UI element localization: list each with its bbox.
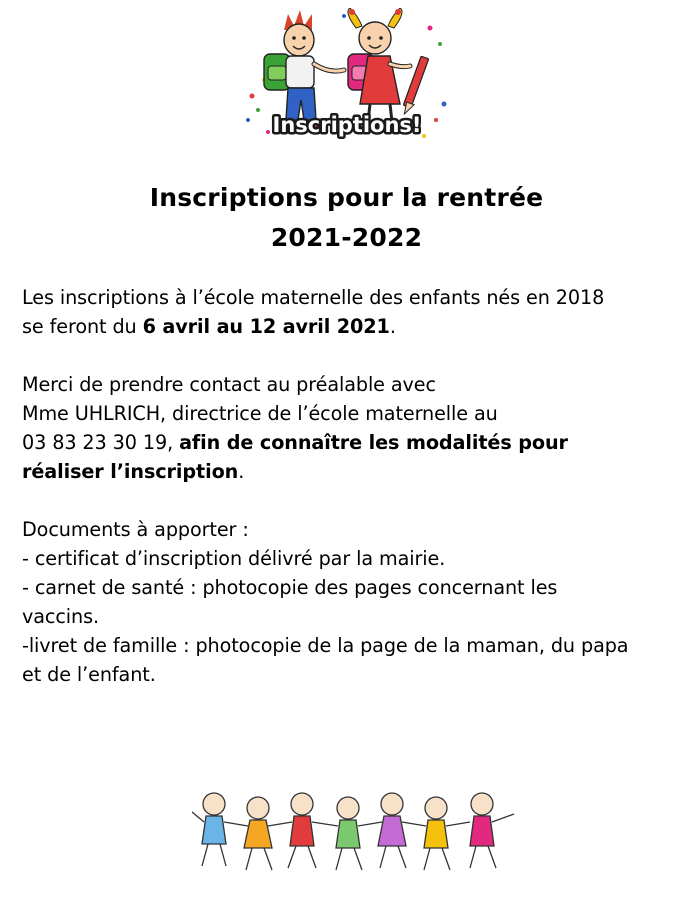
documents-item-1: - certificat d’inscription délivré par la mairie. xyxy=(22,547,446,570)
documents-item-2-line1: - carnet de santé : photocopie des pages concernant les xyxy=(22,576,558,599)
documents-heading: Documents à apporter : xyxy=(22,518,249,541)
paragraph1-line2 xyxy=(22,312,682,341)
badge-text: Inscriptions! xyxy=(272,113,422,137)
title-line-2: 2021-2022 xyxy=(270,223,423,252)
dancing-kids-illustration xyxy=(192,786,522,882)
body-text xyxy=(22,283,682,718)
paragraph2-line2: Mme UHLRICH, directrice de l’école maternelle au xyxy=(22,402,498,425)
title-line-1: Inscriptions pour la rentrée xyxy=(149,183,544,212)
paragraph2-line4 xyxy=(22,457,682,486)
paragraph1-line2-start: se feront du xyxy=(22,315,143,338)
paragraph-dates xyxy=(22,283,682,341)
documents-list xyxy=(22,515,682,689)
paragraph2-line1: Merci de prendre contact au préalable avec xyxy=(22,373,436,396)
paragraph2-line3-bold: afin de connaître les modalités pour xyxy=(179,431,568,454)
boy-figure xyxy=(264,10,344,128)
inscriptions-badge xyxy=(273,113,422,137)
girl-figure xyxy=(348,8,429,128)
inscriptions-kids-illustration xyxy=(244,8,450,148)
page-title xyxy=(0,178,693,258)
paragraph2-line3 xyxy=(22,428,682,457)
paragraph1-line2-end: . xyxy=(389,315,396,338)
paragraph2-line4-bold: réaliser l’inscription xyxy=(22,460,239,483)
documents-item-3-line1: -livret de famille : photocopie de la page de la maman, du papa xyxy=(22,634,629,657)
paragraph1-line1: Les inscriptions à l’école maternelle des enfants nés en 2018 xyxy=(22,286,605,309)
documents-item-2-line2: vaccins. xyxy=(22,605,99,628)
kids-row-icon xyxy=(192,793,514,870)
paragraph2-line4-end: . xyxy=(238,460,245,483)
paragraph-contact xyxy=(22,370,682,486)
phone-number: 03 83 23 30 19, xyxy=(22,431,180,454)
registration-dates: 6 avril au 12 avril 2021 xyxy=(142,315,390,338)
documents-item-3-line2: et de l’enfant. xyxy=(22,663,156,686)
